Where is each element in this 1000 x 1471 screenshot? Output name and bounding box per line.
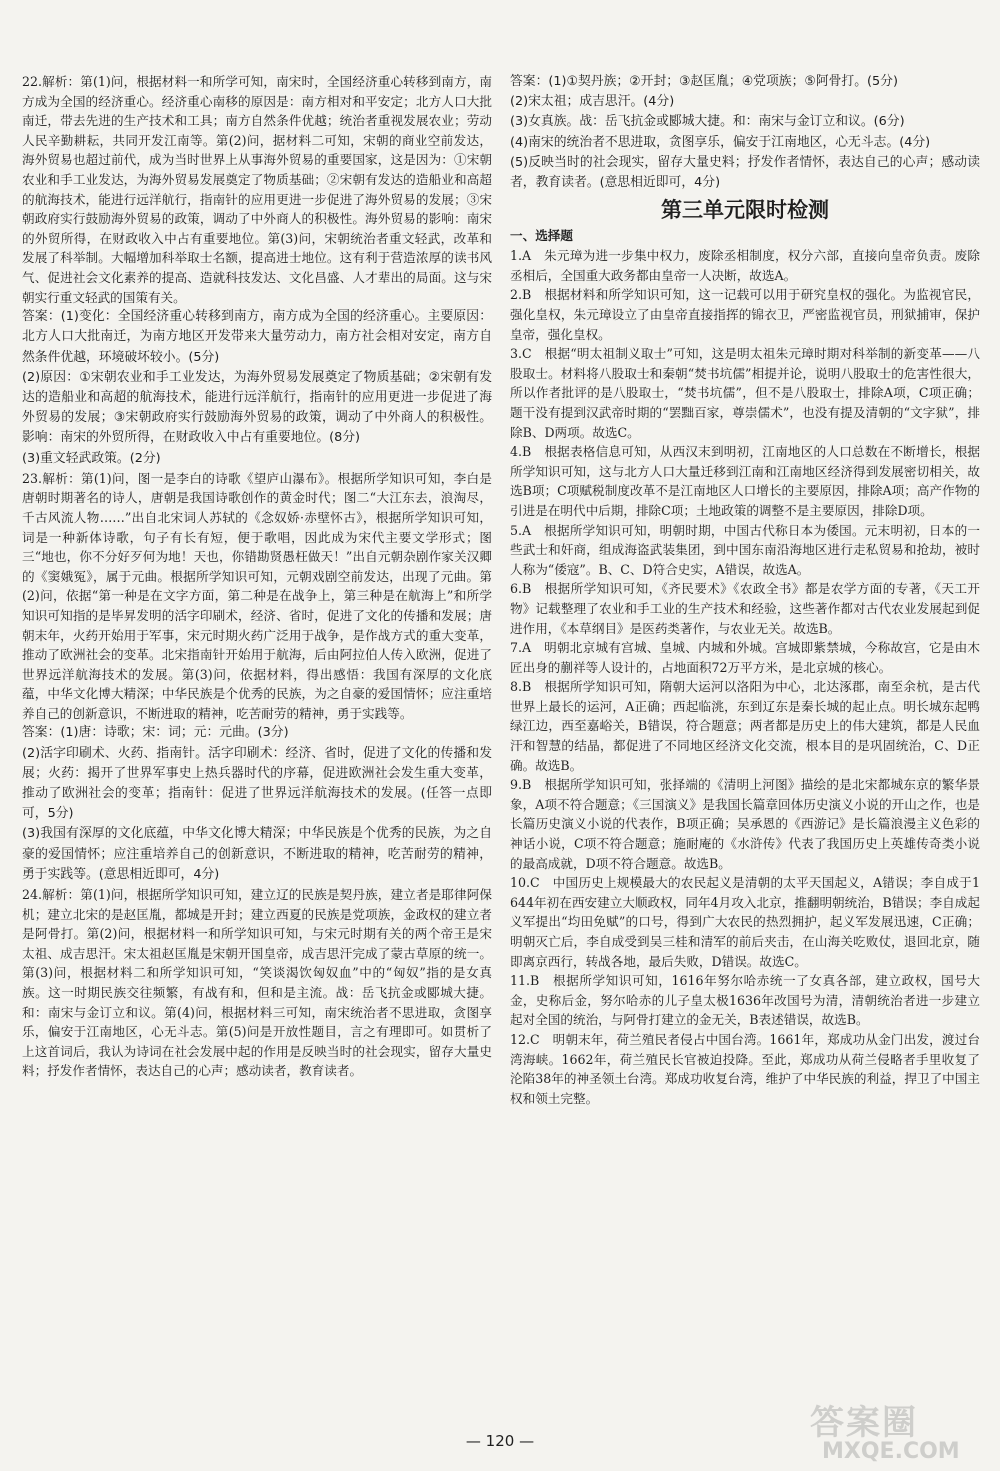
answer-paragraph: 答案：(1)变化：全国经济重心转移到南方，南方成为全国的经济重心。主要原因：北方人口大批南迁，为南方地区开发带来大量劳动力，南方社会相对安定，南方自然条件优越，环境破坏较小。(5分)	[22, 309, 492, 365]
answer-paragraph: (3)重文轻武政策。(2分)	[22, 450, 161, 466]
analysis-paragraph: 23.解析：第(1)问，图一是李白的诗歌《望庐山瀑布》。根据所学知识可知，李白是唐朝时期著名的诗人，唐朝是我国诗歌创作的黄金时代；图二“大江东去，浪淘尽，千古风流人物……”出自北宋词人苏轼的《念奴娇·赤壁怀古》，根据所学知识可知，词是一种新体诗歌，句子有长有短，便于歌唱，因此成为宋代主要文学形式；图三“地也，你不分好歹何为地！天也，你错勘贤愚枉做天！”出自元朝杂剧作家关汉卿的《窦娥冤》，属于元曲。根据所学知识可知，元朝戏剧空前发达，出现了元曲。第(2)问，依据“第一种是在文字方面，第二种是在战争上，第三种是在航海上”和所学知识可知指的是毕昇发明的活字印刷术，经济、省时，促进了文化的传播和发展；唐朝末年，火药开始用于军事，宋元时期火药广泛用于战争，是作战方式的重大变革，推动了欧洲社会的变革。北宋指南针开始用于航海，后由阿拉伯人传入欧洲，促进了世界远洋航海技术的发展。第(3)问，依据材料，得出感悟：我国有深厚的文化底蕴，中华文化博大精深；中华民族是个优秀的民族，为之自豪的爱国情怀；应注重培养自己的创新意识，不断进取的精神，吃苦耐劳的精神，勇于实践等。	[22, 470, 492, 721]
watermark-url: MXQE.COM	[822, 1439, 960, 1464]
question-answer-item: 5.A 根据所学知识可知，明朝时期，中国古代称日本为倭国。元末明初，日本的一些武士和奸商，组成海盗武装集团，到中国东南沿海地区进行走私贸易和抢劫，被时人称为“倭寇”。B、C、D符合史实，A错误，故选A。	[510, 522, 980, 577]
answer-paragraph: (3)我国有深厚的文化底蕴，中华文化博大精深；中华民族是个优秀的民族，为之自豪的爱国情怀；应注重培养自己的创新意识，不断进取的精神，吃苦耐劳的精神，勇于实践等。(意思相近即可，4分)	[22, 826, 492, 882]
answer-paragraph: 答案：(1)①契丹族；②开封；③赵匡胤；④党项族；⑤阿骨打。(5分)	[510, 74, 898, 89]
analysis-paragraph: 22.解析：第(1)问，根据材料一和所学可知，南宋时，全国经济重心转移到南方，南方成为全国的经济重心。经济重心南移的原因是：南方相对和平安定；北方人口大批南迁，带去先进的生产技术和工具；南方自然条件优越；统治者重视发展农业；劳动人民辛勤耕耘，共同开发江南等。第(2)问，据材料二可知，宋朝的商业空前发达，海外贸易也超过前代，成为当时世界上从事海外贸易的重要国家，这是因为：①宋朝农业和手工业发达，为海外贸易发展奠定了物质基础；②宋朝有发达的造船业和高超的航海技术，能进行远洋航行，指南针的应用更进一步促进了海外贸易的发展；③宋朝政府实行鼓励海外贸易的政策，调动了中外商人的积极性。海外贸易的影响：南宋的外贸所得，在财政收入中占有重要地位。第(3)问，宋朝统治者重文轻武，改革和发展了科举制。大幅增加科举取士名额，提高进士地位。这有利于营造浓厚的读书风气、促进社会文化素养的提高、造就科技发达、文化昌盛、人才辈出的局面。这与宋朝实行重文轻武的国策有关。	[22, 74, 492, 305]
question-answer-item: 1.A 朱元璋为进一步集中权力，废除丞相制度，权分六部，直接向皇帝负责。废除丞相后，全国重大政务都由皇帝一人决断，故选A。	[510, 248, 980, 283]
answer-paragraph: (4)南宋的统治者不思进取，贪图享乐，偏安于江南地区，心无斗志。(4分)	[510, 134, 931, 150]
question-answer-item: 2.B 根据材料和所学知识可知，这一记载可以用于研究皇权的强化。为监视官民，强化皇权，朱元璋设立了由皇帝直接指挥的锦衣卫，严密监视官员，刑狱捕审，保护皇帝，强化皇权。	[510, 287, 980, 342]
answer-paragraph: (3)女真族。战：岳飞抗金或郾城大捷。和：南宋与金订立和议。(6分)	[510, 114, 905, 130]
answer-block-24	[510, 72, 980, 193]
question-answer-item: 9.B 根据所学知识可知，张择端的《清明上河图》描绘的是北宋都城东京的繁华景象，A项不符合题意；《三国演义》是我国长篇章回体历史演义小说的开山之作，也是长篇历史演义小说的代表作，B项正确；吴承恩的《西游记》是长篇浪漫主义色彩的神话小说，C项不符合题意；施耐庵的《水浒传》代表了我国历史上英雄传奇类小说的最高成就，D项不符合题意。故选B。	[510, 777, 980, 871]
question-answer-item: 12.C 明朝末年，荷兰殖民者侵占中国台湾。1661年，郑成功从金门出发，渡过台湾海峡。1662年，荷兰殖民长官被迫投降。至此，郑成功从荷兰侵略者手里收复了沦陷38年的神圣领土台湾。郑成功收复台湾，维护了中华民族的利益，捍卫了中国主权和领土完整。	[510, 1031, 980, 1106]
section-subtitle: 一、选择题	[510, 228, 573, 244]
right-column	[510, 72, 980, 1108]
question-answer-item: 10.C 中国历史上规模最大的农民起义是清朝的太平天国起义，A错误；李自成于1644年初在西安建立大顺政权，同年4月攻入北京，推翻明朝统治，B错误；李自成起义军提出“均田免赋”的口号，得到广大农民的热烈拥护，起义军发展迅速，C正确；明朝灭亡后，李自成受到吴三桂和清军的前后夹击，在山海关吃败仗，退回北京，随即离京西行，转战各地，最后失败，D错误。故选C。	[510, 875, 980, 969]
left-column	[22, 72, 492, 1081]
answer-paragraph: 答案：(1)唐：诗歌；宋：词；元：元曲。(3分)	[22, 725, 289, 741]
analysis-paragraph: 24.解析：第(1)问，根据所学知识可知，建立辽的民族是契丹族，建立者是耶律阿保机；建立北宋的是赵匡胤，都城是开封；建立西夏的民族是党项族，金政权的建立者是阿骨打。第(2)问，根据材料一和所学知识可知，与宋元时期有关的两个帝王是宋太祖、成吉思汗。宋太祖赵匡胤是宋朝开国皇帝，成吉思汗完成了蒙古草原的统一。第(3)问，根据材料二和所学知识可知，“笑谈渴饮匈奴血”中的“匈奴”指的是女真族。这一时期民族交往频繁，有战有和，但和是主流。战：岳飞抗金或郾城大捷。和：南宋与金订立和议。第(4)问，根据材料三可知，南宋统治者不思进取，贪图享乐，偏安于江南地区，心无斗志。第(5)问是开放性题目，言之有理即可。如贯析了上这首词后，我认为诗词在社会发展中起的作用是反映当时的社会现实，留存大量史料；抒发作者情怀，表达自己的心声；感动读者，教育读者。	[22, 887, 492, 1079]
answer-paragraph: (5)反映当时的社会现实，留存大量史料；抒发作者情怀，表达自己的心声；感动读者，教育读者。(意思相近即可，4分)	[510, 154, 980, 191]
section-title: 第三单元限时检测	[661, 198, 829, 223]
answer-paragraph: (2)原因：①宋朝农业和手工业发达，为海外贸易发展奠定了物质基础；②宋朝有发达的造船业和高超的航海技术，能进行远洋航行，指南针的应用更进一步促进了海外贸易的发展；③宋朝政府实行鼓励海外贸易的政策，调动了中外商人的积极性。影响：南宋的外贸所得，在财政收入中占有重要地位。(8分)	[22, 369, 492, 446]
question-answer-item: 3.C 根据“明太祖制义取士”可知，这是明太祖朱元璋时期对科举制的新变革——八股取士。材料将八股取士和秦朝“焚书坑儒”相提并论，说明八股取士的危害性很大，所以作者批评的是八股取士，“焚书坑儒”，但不是八股取士，排除A项，C项正确；题干没有提到汉武帝时期的“罢黜百家，尊崇儒术”，也没有提及清朝的“文字狱”，排除B、D两项。故选C。	[510, 346, 980, 440]
answer-paragraph: (2)活字印刷术、火药、指南针。活字印刷术：经济、省时，促进了文化的传播和发展；火药：揭开了世界军事史上热兵器时代的序幕，促进欧洲社会发生重大变革，推动了欧洲社会的变革；指南针：促进了世界远洋航海技术的发展。(任答一点即可，5分)	[22, 745, 492, 822]
question-answer-item: 6.B 根据所学知识可知，《齐民要术》《农政全书》都是农学方面的专著，《天工开物》记载整理了农业和手工业的生产技术和经验，这些著作都对古代农业发展起到促进作用，《本草纲目》是医药类著作，与农业无关。故选B。	[510, 581, 980, 636]
question-list	[510, 246, 980, 1108]
watermark-logo-text: 答案圈	[810, 1403, 918, 1443]
question-answer-item: 4.B 根据表格信息可知，从西汉末到明初，江南地区的人口总数在不断增长，根据所学知识可知，这与北方人口大量迁移到江南和江南地区经济得到发展密切相关，故选B项；C项赋税制度改革不是江南地区人口增长的主要原因，排除A项；高产作物的引进是在明代中后期，排除C项；土地政策的调整不是主要原因，排除D项。	[510, 444, 980, 518]
page-number: — 120 —	[465, 1432, 535, 1450]
question-answer-item: 8.B 根据所学知识可知，隋朝大运河以洛阳为中心，北达涿郡，南至余杭，是古代世界上最长的运河，A正确；西起临洮，东到辽东是秦长城的起止点。明长城东起鸭绿江边，西至嘉峪关，B错误，符合题意；两者都是历史上的伟大建筑，都是人民血汗和智慧的结晶，都促进了不同地区经济文化交流，根本目的是巩固统治，C、D正确。故选B。	[510, 679, 980, 773]
question-answer-item: 7.A 明朝北京城有宫城、皇城、内城和外城。宫城即紫禁城，今称故宫，它是由木匠出身的蒯祥等人设计的，占地面积72万平方米，是北京城的核心。	[510, 640, 980, 675]
watermark-logo	[790, 1395, 990, 1467]
question-answer-item: 11.B 根据所学知识可知，1616年努尔哈赤统一了女真各部，建立政权，国号大金，史称后金，努尔哈赤的儿子皇太极1636年改国号为清，清朝统治者进一步建立起对全国的统治，与阿骨打建立的金无关，B表述错误，故选B。	[510, 973, 980, 1028]
answer-paragraph: (2)宋太祖；成吉思汗。(4分)	[510, 94, 675, 110]
